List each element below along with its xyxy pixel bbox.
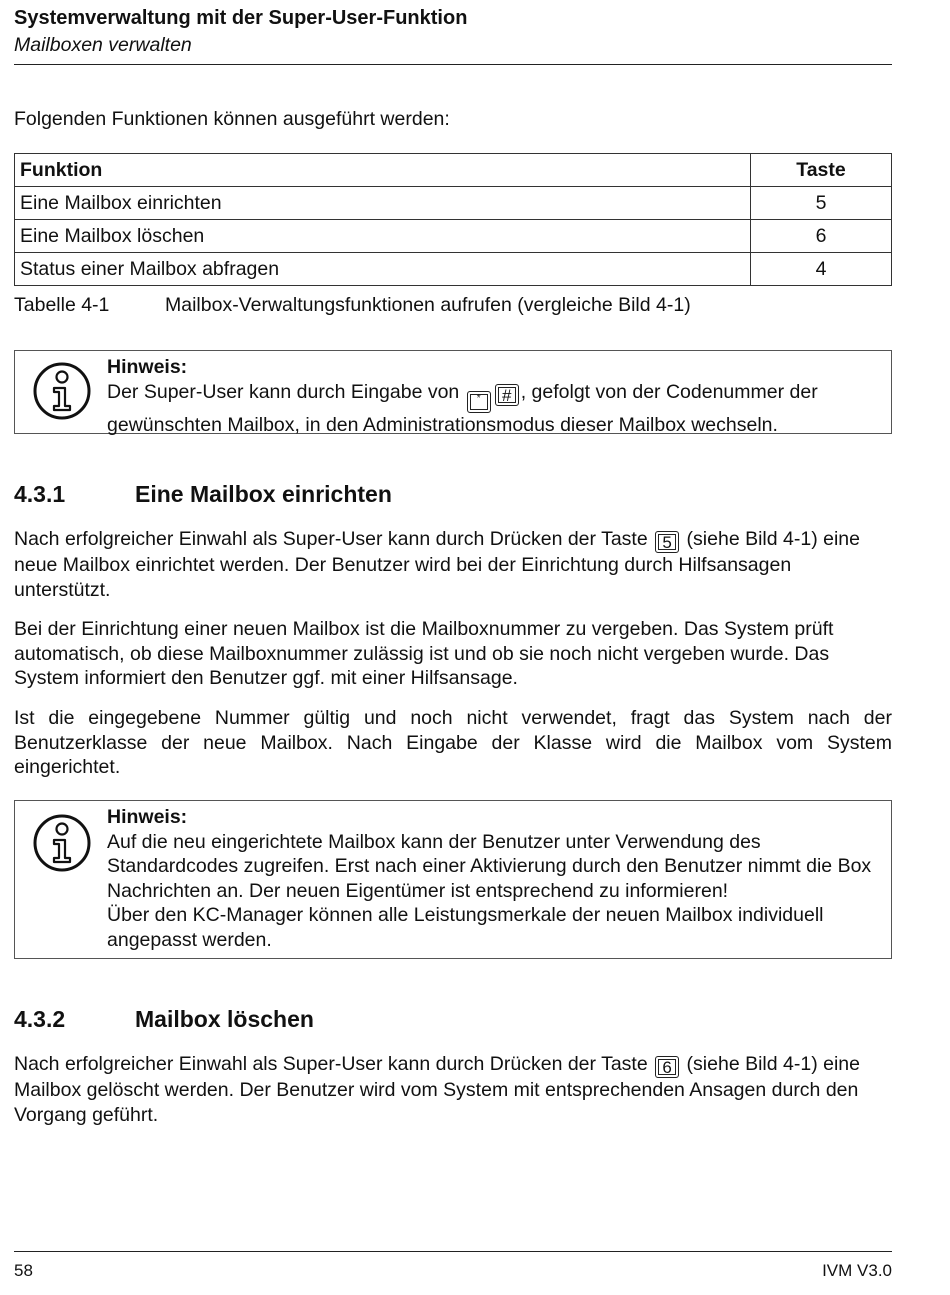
intro-paragraph: Folgenden Funktionen können ausgeführt werden: (14, 108, 450, 130)
paragraph-text: Nach erfolgreicher Einwahl als Super-User kann durch Drücken der Taste (14, 528, 648, 550)
key-5: 5 (655, 531, 679, 553)
header-subtitle: Mailboxen verwalten (14, 34, 192, 56)
functions-table (14, 153, 892, 286)
table-header-row (15, 154, 892, 187)
page-number: 58 (14, 1261, 33, 1280)
info-icon (32, 361, 92, 421)
hint-label: Hinweis: (107, 806, 188, 828)
paragraph: Bei der Einrichtung einer neuen Mailbox ist die Mailboxnummer zu vergeben. Das System prüft automatisch, ob diese Mailboxnummer zulässig ist und ob sie noch nicht vergeben wurde. Das System informiert den Benutzer ggf. mit einer Hilfsansage. (14, 618, 834, 689)
hint-box (14, 350, 892, 434)
table-cell-function: Eine Mailbox löschen (15, 220, 751, 253)
hint-text-before: Der Super-User kann durch Eingabe von (107, 380, 460, 403)
key-6: 6 (655, 1056, 679, 1078)
table-cell-key: 4 (751, 253, 892, 286)
info-icon (32, 813, 92, 873)
section-heading (14, 1006, 314, 1033)
paragraph-text: Nach erfolgreicher Einwahl als Super-User kann durch Drücken der Taste (14, 1053, 648, 1075)
table-cell-key: 6 (751, 220, 892, 253)
table-header-function: Funktion (15, 154, 751, 187)
table-row (15, 220, 892, 253)
header-title: Systemverwaltung mit der Super-User-Funktion (14, 7, 468, 29)
table-caption-text: Mailbox-Verwaltungsfunktionen aufrufen (vergleiche Bild 4-1) (165, 294, 691, 316)
hint-box (14, 800, 892, 959)
key-hash: # (495, 384, 519, 406)
header-divider (14, 64, 892, 65)
hint-label: Hinweis: (107, 356, 188, 378)
table-header-key: Taste (751, 154, 892, 187)
paragraph-text: (siehe Bild 4-1) eine neue Mailbox einrichtet werden. Der Benutzer wird bei der Einrichtung durch Hilfsansagen unterstützt. (14, 528, 860, 601)
table-cell-function: Status einer Mailbox abfragen (15, 253, 751, 286)
paragraph (14, 527, 892, 602)
table-caption (14, 294, 691, 317)
hint-text: Auf die neu eingerichtete Mailbox kann der Benutzer unter Verwendung des Standardcodes zugreifen. Erst nach einer Aktivierung durch den Benutzer nimmt die Box Nachrichten an. Der neuen Eigentümer ist entsprechend zu informieren! (107, 830, 872, 902)
footer-divider (14, 1251, 892, 1252)
section-title: Eine Mailbox einrichten (135, 481, 392, 507)
hint-body (107, 805, 885, 952)
document-version: IVM V3.0 (822, 1261, 892, 1280)
section-heading (14, 481, 392, 508)
hint-text: Über den KC-Manager können alle Leistungsmerkale der neuen Mailbox individuell angepasst werden. (107, 904, 824, 951)
hint-body (107, 355, 885, 437)
paragraph-text: (siehe Bild 4-1) eine Mailbox gelöscht werden. Der Benutzer wird vom System mit entsprechenden Ansagen durch den Vorgang geführt. (14, 1053, 860, 1126)
section-number: 4.3.2 (14, 1006, 66, 1032)
table-row (15, 187, 892, 220)
section-title: Mailbox löschen (135, 1006, 314, 1032)
table-cell-function: Eine Mailbox einrichten (15, 187, 751, 220)
table-caption-number: Tabelle 4-1 (14, 294, 110, 316)
key-star: * (467, 391, 491, 413)
paragraph (14, 1052, 892, 1127)
table-row (15, 253, 892, 286)
table-cell-key: 5 (751, 187, 892, 220)
paragraph: Ist die eingegebene Nummer gültig und noch nicht verwendet, fragt das System nach der Benutzerklasse der neue Mailbox. Nach Eingabe der Klasse wird die Mailbox vom System eingerichtet. (14, 707, 892, 778)
hint-text-after: , gefolgt von der Codenummer der gewünschten Mailbox, in den Administrationsmodus dieser Mailbox wechseln. (107, 380, 818, 436)
hint-text (107, 380, 885, 438)
section-number: 4.3.1 (14, 481, 66, 507)
